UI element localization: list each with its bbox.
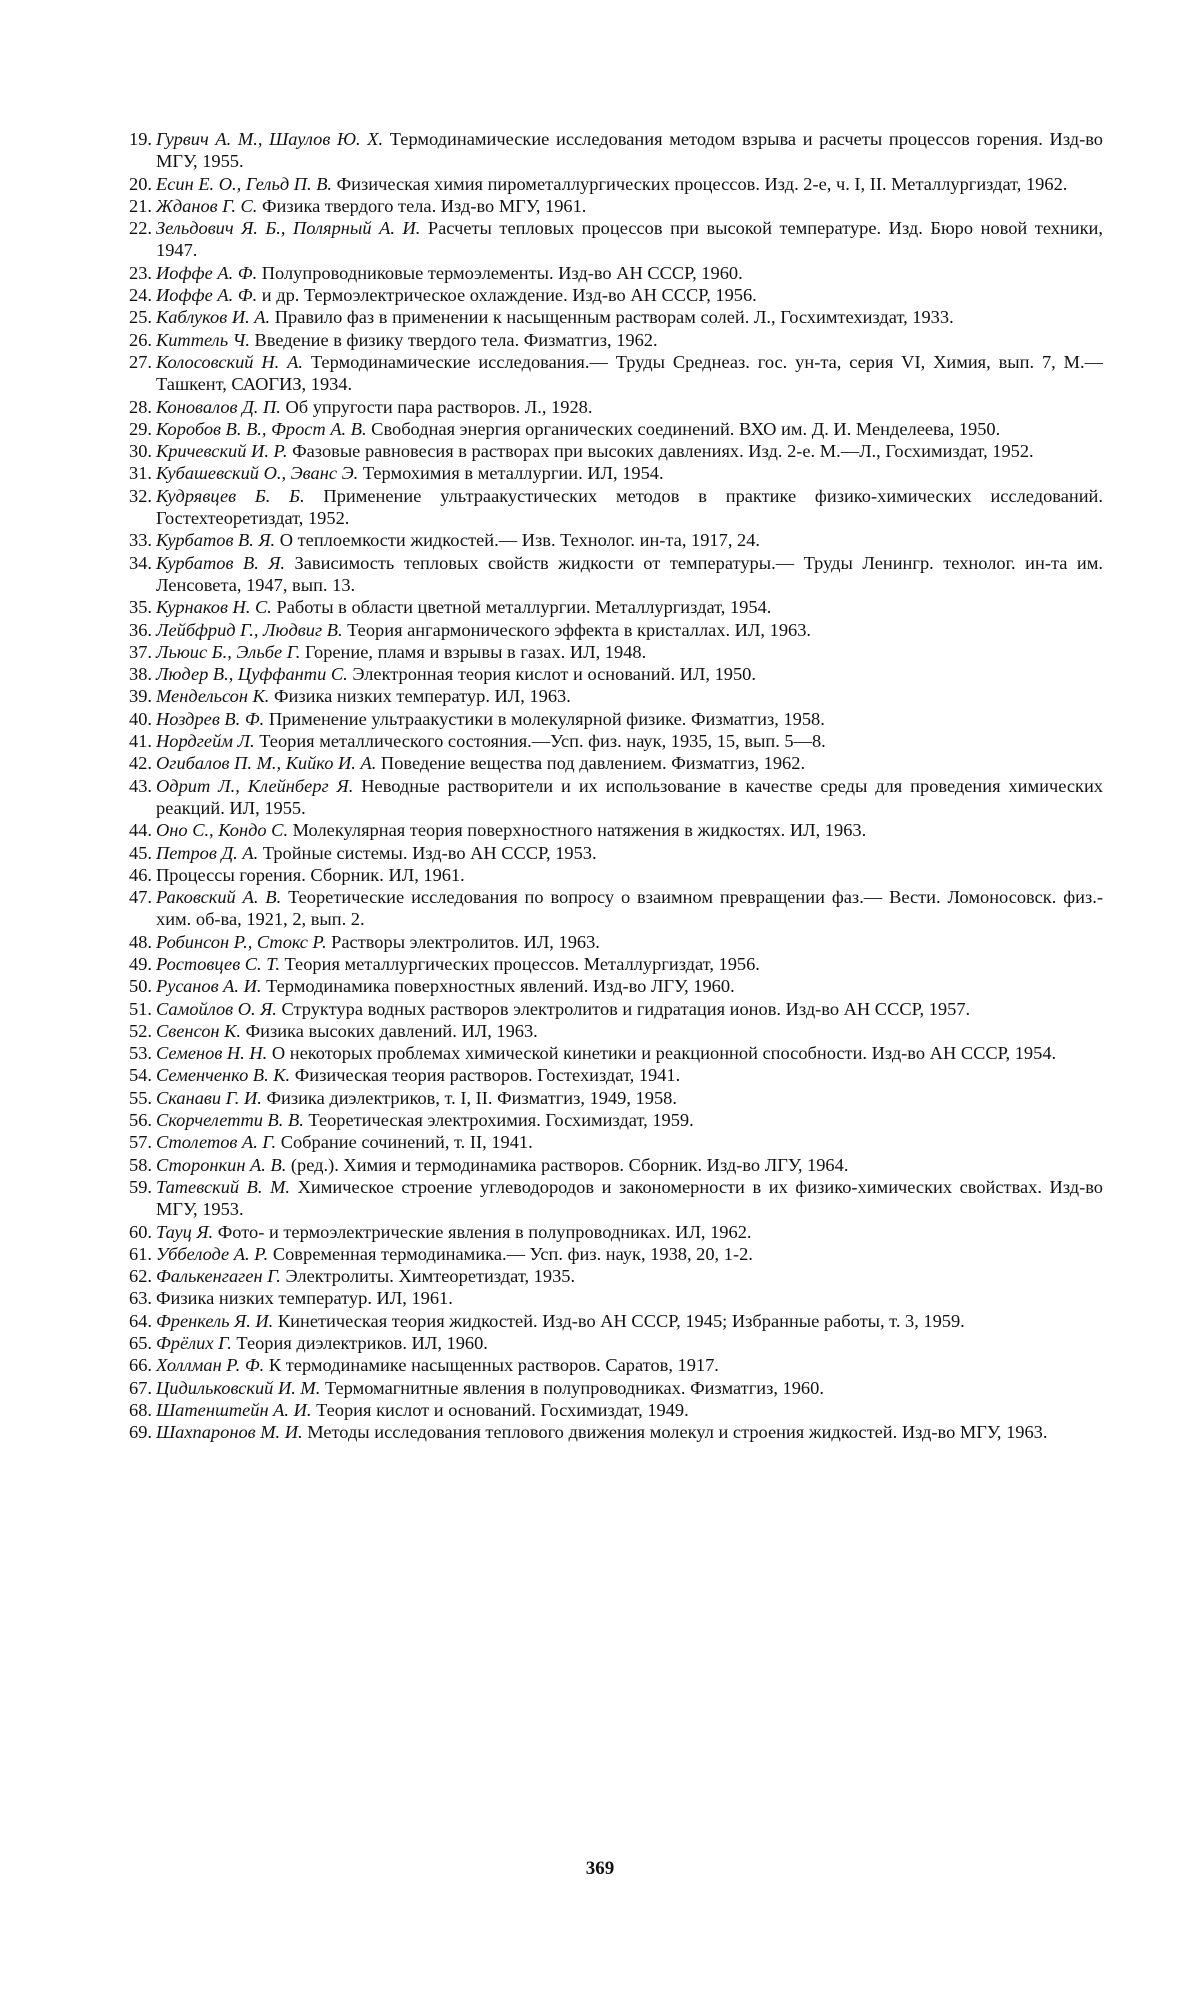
reference-item [118,641,1103,663]
reference-item [118,886,1103,931]
reference-item [118,752,1103,774]
reference-text: Полупроводниковые термоэлементы. Изд-во АН СССР, 1960. [257,262,743,283]
reference-number: 66. [129,1355,152,1376]
reference-authors: Русанов А. И. [156,976,262,997]
reference-item [118,619,1103,641]
reference-number: 60. [129,1221,152,1242]
reference-authors: Оно С., Кондо С. [156,820,289,841]
reference-authors: Курбатов В. Я. [156,530,276,551]
reference-number: 43. [129,775,152,796]
reference-text: Фазовые равновесия в растворах при высоких давлениях. Изд. 2-е. М.—Л., Госхимиздат, 1952. [287,441,1034,462]
reference-number: 26. [129,329,152,350]
reference-item [118,1421,1103,1443]
reference-number: 37. [129,641,152,662]
reference-item [118,1176,1103,1221]
reference-item [118,975,1103,997]
reference-text: Неводные растворители и их использование в качестве среды для проведения химических реакций. ИЛ, 1955. [156,775,1103,818]
reference-item [118,1042,1103,1064]
reference-text: Электронная теория кислот и оснований. ИЛ, 1950. [347,664,756,685]
reference-item [118,1310,1103,1332]
reference-number: 46. [129,864,152,885]
reference-item [118,440,1103,462]
reference-authors: Колосовский Н. А. [156,351,303,372]
reference-item [118,663,1103,685]
reference-text: Кинетическая теория жидкостей. Изд-во АН СССР, 1945; Избранные работы, т. 3, 1959. [273,1310,965,1331]
reference-authors: Раковский А. В. [156,887,282,908]
reference-number: 59. [129,1176,152,1197]
reference-number: 35. [129,597,152,618]
reference-number: 61. [129,1243,152,1264]
reference-text: Термодинамические исследования.— Труды Среднеаз. гос. ун-та, серия VI, Химия, вып. 7, М.— Ташкент, САОГИЗ, 1934. [156,351,1104,395]
reference-number: 54. [129,1065,152,1086]
reference-authors: Нордгейм Л. [156,731,255,752]
reference-authors: Холлман Р. Ф. [156,1355,265,1376]
reference-item [118,284,1103,306]
reference-text: Теория диэлектриков. ИЛ, 1960. [231,1333,488,1354]
reference-authors: Шатенштейн А. И. [156,1399,312,1420]
reference-item [118,1020,1103,1042]
reference-authors: Одрит Л., Клейнберг Я. [156,775,354,796]
reference-authors: Сторонкин А. В. [156,1154,287,1175]
reference-authors: Людер В., Цуффанти С. [156,664,348,685]
reference-item [118,418,1103,440]
reference-item [118,1243,1103,1265]
reference-text: Расчеты тепловых процессов при высокой температуре. Изд. Бюро новой техники, 1947. [156,218,1103,261]
reference-number: 31. [129,463,152,484]
reference-list [118,128,1103,1444]
reference-authors: Огибалов П. М., Кийко И. А. [156,753,377,774]
reference-text: Правило фаз в применении к насыщенным растворам солей. Л., Госхимтехиздат, 1933. [270,307,954,328]
reference-number: 69. [129,1422,152,1443]
reference-authors: Ноздрев В. Ф. [156,708,265,729]
reference-item [118,351,1103,396]
reference-number: 44. [129,820,152,841]
reference-item [118,396,1103,418]
reference-number: 51. [129,998,152,1019]
reference-text: Теория ангармонического эффекта в кристаллах. ИЛ, 1963. [342,619,812,640]
reference-authors: Сканави Г. И. [156,1087,262,1108]
reference-text: Фото- и термоэлектрические явления в полупроводниках. ИЛ, 1962. [213,1221,752,1242]
reference-authors: Шахпаронов М. И. [156,1422,303,1443]
reference-number: 64. [129,1310,152,1331]
reference-number: 22. [129,218,152,239]
reference-text: Зависимость тепловых свойств жидкости от температуры.— Труды Ленингр. технолог. ин-та им. Ленсовета, 1947, вып. 13. [156,552,1104,595]
reference-text: Электролиты. Химтеоретиздат, 1935. [280,1266,576,1287]
reference-item [118,329,1103,351]
reference-number: 41. [129,731,152,752]
reference-authors: Френкель Я. И. [156,1310,274,1331]
reference-authors: Тауц Я. [156,1221,214,1242]
reference-text: Собрание сочинений, т. II, 1941. [276,1132,533,1153]
reference-authors: Кубашевский О., Эванс Э. [156,463,359,484]
reference-text: (ред.). Химия и термодинамика растворов. Сборник. Изд-во ЛГУ, 1964. [286,1154,849,1175]
reference-number: 24. [129,285,152,306]
reference-text: О некоторых проблемах химической кинетики и реакционной способности. Изд-во АН СССР, 1954. [267,1043,1057,1064]
reference-text: Современная термодинамика.— Усп. физ. наук, 1938, 20, 1-2. [268,1243,753,1264]
reference-item [118,306,1103,328]
reference-item [118,552,1103,597]
reference-number: 21. [129,195,152,216]
reference-authors: Петров Д. А. [156,842,259,863]
reference-text: Термомагнитные явления в полупроводниках. Физматгиз, 1960. [320,1377,824,1398]
reference-text: Теория кислот и оснований. Госхимиздат, 1949. [311,1399,689,1420]
reference-number: 42. [129,753,152,774]
reference-text: Молекулярная теория поверхностного натяжения в жидкостях. ИЛ, 1963. [288,820,867,841]
reference-authors: Фрёлих Г. [156,1333,232,1354]
reference-number: 34. [129,552,152,573]
reference-authors: Курнаков Н. С. [156,597,272,618]
reference-item [118,998,1103,1020]
reference-text: Об упругости пара растворов. Л., 1928. [280,396,593,417]
reference-authors: Жданов Г. С. [156,195,258,216]
reference-authors: Иоффе А. Ф. [156,262,258,283]
reference-authors: Лейбфрид Г., Людвиг В. [156,619,343,640]
reference-number: 55. [129,1087,152,1108]
reference-text: Теоретическая электрохимия. Госхимиздат, 1959. [303,1110,694,1131]
reference-text: Теория металлургических процессов. Металлургиздат, 1956. [279,953,760,974]
reference-text: Химическое строение углеводородов и закономерности в их физико-химических свойствах. Изд-во МГУ, 1953. [156,1176,1104,1220]
reference-number: 52. [129,1020,152,1041]
reference-item [118,1087,1103,1109]
reference-text: Процессы горения. Сборник. ИЛ, 1961. [156,864,465,885]
reference-authors: Кричевский И. Р. [156,441,288,462]
reference-text: К термодинамике насыщенных растворов. Саратов, 1917. [264,1355,719,1376]
reference-number: 67. [129,1377,152,1398]
reference-item [118,1377,1103,1399]
reference-text: Тройные системы. Изд-во АН СССР, 1953. [258,842,597,863]
reference-item [118,819,1103,841]
reference-text: Теория металлического состояния.—Усп. физ. наук, 1935, 15, вып. 5—8. [254,731,826,752]
reference-number: 58. [129,1154,152,1175]
reference-item [118,1131,1103,1153]
reference-authors: Ростовцев С. Т. [156,953,280,974]
reference-number: 40. [129,708,152,729]
reference-number: 19. [129,129,152,149]
reference-item [118,462,1103,484]
reference-text: Физика твердого тела. Изд-во МГУ, 1961. [257,195,587,216]
reference-authors: Татевский В. М. [156,1176,291,1197]
reference-number: 56. [129,1110,152,1131]
reference-text: Применение ультраакустики в молекулярной физике. Физматгиз, 1958. [264,708,825,729]
reference-number: 32. [129,485,152,506]
reference-authors: Робинсон Р., Стокс Р. [156,931,327,952]
reference-authors: Семенченко В. К. [156,1065,291,1086]
reference-authors: Коновалов Д. П. [156,396,281,417]
reference-text: Горение, пламя и взрывы в газах. ИЛ, 1948. [300,641,647,662]
reference-number: 57. [129,1132,152,1153]
reference-item [118,1109,1103,1131]
reference-authors: Кудрявцев Б. Б. [156,485,305,506]
reference-item [118,708,1103,730]
reference-authors: Столетов А. Г. [156,1132,277,1153]
reference-text: Теоретические исследования по вопросу о взаимном превращении фаз.— Вести. Ломоносовск. физ.-хим. об-ва, 1921, 2, вып. 2. [156,887,1103,930]
reference-text: Физика низких температур. ИЛ, 1963. [269,686,571,707]
reference-authors: Курбатов В. Я. [156,552,286,573]
reference-text: Термохимия в металлургии. ИЛ, 1954. [358,463,664,484]
reference-authors: Скорчелетти В. В. [156,1110,304,1131]
reference-authors: Свенсон К. [156,1020,241,1041]
reference-text: Физическая химия пирометаллургических процессов. Изд. 2-е, ч. I, II. Металлургиздат, 1962. [332,173,1068,194]
reference-number: 29. [129,418,152,439]
reference-text: Работы в области цветной металлургии. Металлургиздат, 1954. [271,597,772,618]
reference-text: О теплоемкости жидкостей.— Изв. Технолог. ин-та, 1917, 24. [275,530,761,551]
reference-number: 23. [129,262,152,283]
reference-item [118,685,1103,707]
reference-authors: Мендельсон К. [156,686,270,707]
reference-number: 47. [129,887,152,908]
reference-authors: Гурвич А. М., Шаулов Ю. Х. [156,129,384,149]
reference-number: 25. [129,307,152,328]
reference-number: 36. [129,619,152,640]
reference-number: 38. [129,664,152,685]
reference-text: Растворы электролитов. ИЛ, 1963. [326,931,600,952]
reference-text: Физика низких температур. ИЛ, 1961. [156,1288,453,1309]
reference-authors: Каблуков И. А. [156,307,271,328]
reference-item [118,128,1103,173]
reference-text: Свободная энергия органических соединений. ВХО им. Д. И. Менделеева, 1950. [366,418,1001,439]
reference-text: Термодинамические исследования методом взрыва и расчеты процессов горения. Изд-во МГУ, 1955. [156,129,1103,172]
reference-item [118,730,1103,752]
reference-item [118,1332,1103,1354]
reference-item [118,596,1103,618]
reference-item [118,529,1103,551]
reference-text: Физическая теория растворов. Гостехиздат, 1941. [290,1065,681,1086]
reference-number: 63. [129,1288,152,1309]
reference-text: Термодинамика поверхностных явлений. Изд-во ЛГУ, 1960. [261,976,735,997]
reference-authors: Самойлов О. Я. [156,998,277,1019]
reference-number: 28. [129,396,152,417]
reference-number: 45. [129,842,152,863]
reference-number: 39. [129,686,152,707]
reference-number: 68. [129,1399,152,1420]
reference-number: 62. [129,1266,152,1287]
reference-authors: Зельдович Я. Б., Полярный А. И. [156,218,421,239]
reference-item [118,864,1103,886]
reference-item [118,953,1103,975]
reference-item [118,931,1103,953]
reference-item [118,173,1103,195]
reference-authors: Фалькенгаген Г. [156,1266,281,1287]
reference-text: Введение в физику твердого тела. Физматгиз, 1962. [249,329,658,350]
reference-number: 53. [129,1043,152,1064]
reference-item [118,485,1103,530]
reference-number: 20. [129,173,152,194]
reference-text: Применение ультраакустических методов в практике физико-химических исследований. Гостехтеоретиздат, 1952. [156,485,1103,529]
reference-text: Физика высоких давлений. ИЛ, 1963. [240,1020,538,1041]
reference-number: 33. [129,530,152,551]
reference-number: 65. [129,1333,152,1354]
reference-item [118,195,1103,217]
reference-authors: Есин Е. О., Гельд П. В. [156,173,333,194]
reference-authors: Уббелоде А. Р. [156,1243,269,1264]
reference-number: 49. [129,953,152,974]
reference-text: и др. Термоэлектрическое охлаждение. Изд-во АН СССР, 1956. [257,285,757,306]
reference-item [118,1064,1103,1086]
reference-authors: Киттель Ч. [156,329,250,350]
reference-authors: Семенов Н. Н. [156,1043,268,1064]
page-number: 369 [585,1858,615,1879]
reference-item [118,1265,1103,1287]
reference-number: 30. [129,441,152,462]
reference-authors: Цидильковский И. М. [156,1377,321,1398]
reference-authors: Иоффе А. Ф. [156,285,258,306]
reference-authors: Коробов В. В., Фрост А. В. [156,418,367,439]
reference-text: Структура водных растворов электролитов и гидратация ионов. Изд-во АН СССР, 1957. [276,998,971,1019]
reference-item [118,1154,1103,1176]
reference-item [118,217,1103,262]
reference-item [118,1287,1103,1309]
reference-item [118,1399,1103,1421]
reference-item [118,842,1103,864]
reference-item [118,775,1103,820]
reference-authors: Льюис Б., Эльбе Г. [156,641,301,662]
reference-text: Физика диэлектриков, т. I, II. Физматгиз, 1949, 1958. [261,1087,677,1108]
reference-number: 48. [129,931,152,952]
reference-text: Методы исследования теплового движения молекул и строения жидкостей. Изд-во МГУ, 1963. [302,1422,1048,1443]
reference-item [118,1354,1103,1376]
reference-number: 50. [129,976,152,997]
reference-text: Поведение вещества под давлением. Физматгиз, 1962. [376,753,806,774]
reference-item [118,1221,1103,1243]
reference-item [118,262,1103,284]
reference-number: 27. [129,351,152,372]
